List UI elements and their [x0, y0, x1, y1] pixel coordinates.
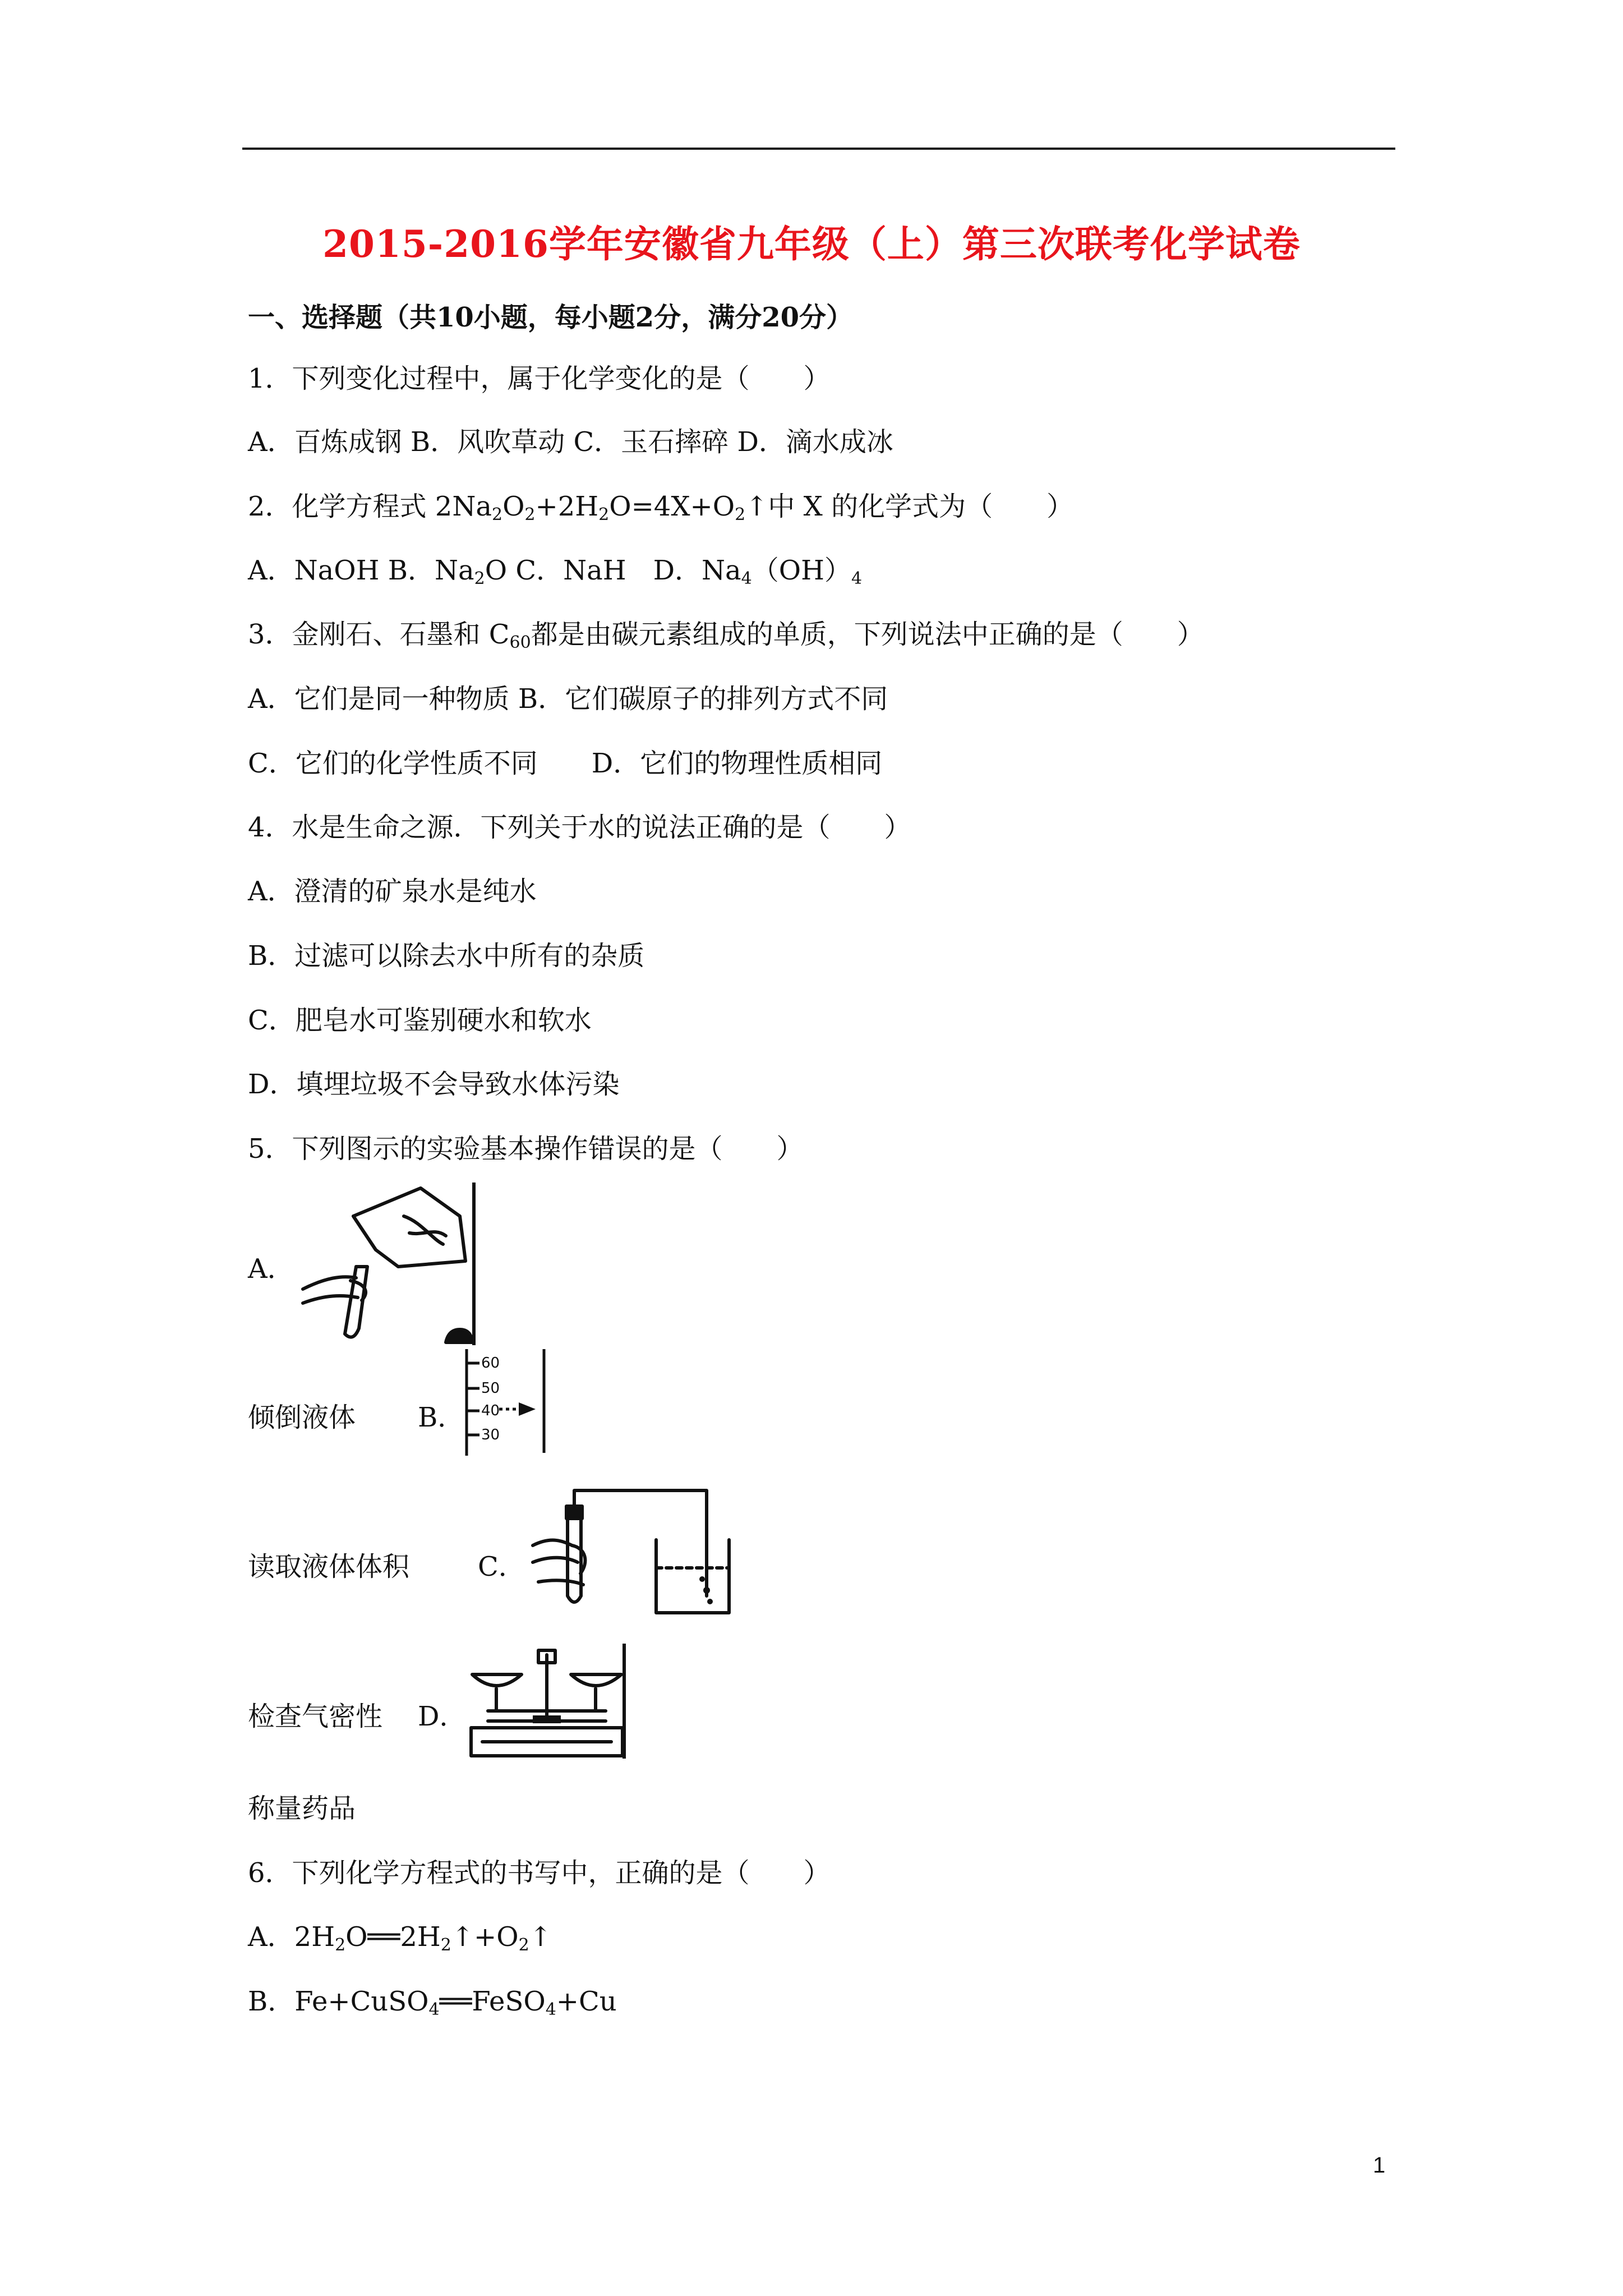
- cylinder-tick-label: 30: [481, 1427, 500, 1443]
- option-a-label: A．: [248, 1253, 294, 1285]
- page-number: 1: [1373, 2153, 1386, 2178]
- cylinder-tick-label: 40: [481, 1402, 500, 1419]
- question-4-stem: 4．水是生命之源．下列关于水的说法正确的是（ ）: [248, 812, 911, 843]
- question-5-stem: 5．下列图示的实验基本操作错误的是（ ）: [248, 1133, 804, 1165]
- question-3-options-ab: A．它们是同一种物质 B．它们碳原子的排列方式不同: [248, 683, 888, 715]
- question-4-option-b: B．过滤可以除去水中所有的杂质: [248, 940, 645, 972]
- question-4-option-d: D．填埋垃圾不会导致水体污染: [248, 1069, 620, 1100]
- option-a-caption: 倾倒液体: [248, 1402, 356, 1433]
- option-c-caption: 检查气密性: [248, 1701, 383, 1732]
- question-4-option-c: C．肥皂水可鉴别硬水和软水: [248, 1005, 592, 1036]
- option-b-label: B．: [418, 1402, 465, 1433]
- question-6-option-b: B．Fe+CuSO$_4$══FeSO$_4$+Cu: [248, 1986, 617, 2019]
- cylinder-tick-label: 50: [481, 1380, 500, 1397]
- question-1-options: A．百炼成钢 B．风吹草动 C．玉石摔碎 D．滴水成冰: [248, 426, 893, 458]
- question-4-option-a: A．澄清的矿泉水是纯水: [248, 876, 537, 907]
- question-2-options: A．NaOH B．$Na_2O$ C．NaH D．$Na_4(OH)_4$: [248, 555, 863, 588]
- exam-title: 2015-2016学年安徽省九年级（上）第三次联考化学试卷: [322, 222, 1301, 266]
- header-rule: [242, 148, 1395, 150]
- question-1-stem: 1．下列变化过程中，属于化学变化的是（ ）: [248, 363, 831, 394]
- section-heading: 一、选择题（共10小题，每小题2分，满分20分）: [248, 302, 853, 333]
- pouring-liquid-figure: [292, 1182, 477, 1351]
- option-c-label: C．: [478, 1551, 525, 1582]
- question-2-stem: 2．化学方程式 $2Na_2O_2+2H_2O=4X+O_2↑$中 X 的化学式为（ ）: [248, 491, 1074, 524]
- question-6-option-a: A．$2H_2O══2H_2↑+O_2↑$: [248, 1921, 552, 1955]
- cylinder-tick-label: 60: [481, 1355, 500, 1372]
- measuring-cylinder-figure: [460, 1346, 550, 1458]
- option-b-caption: 读取液体体积: [248, 1551, 410, 1582]
- balance-scale-figure: [465, 1644, 628, 1761]
- question-3-stem: 3．金刚石、石墨和 $C_{60}$都是由碳元素组成的单质，下列说法中正确的是（ ）: [248, 619, 1204, 652]
- question-3-options-cd: C．它们的化学性质不同 D．它们的物理性质相同: [248, 748, 883, 779]
- option-d-caption: 称量药品: [248, 1793, 356, 1824]
- airtightness-check-figure: [522, 1484, 735, 1618]
- option-d-label: D．: [418, 1701, 467, 1732]
- question-6-stem: 6．下列化学方程式的书写中，正确的是（ ）: [248, 1857, 831, 1889]
